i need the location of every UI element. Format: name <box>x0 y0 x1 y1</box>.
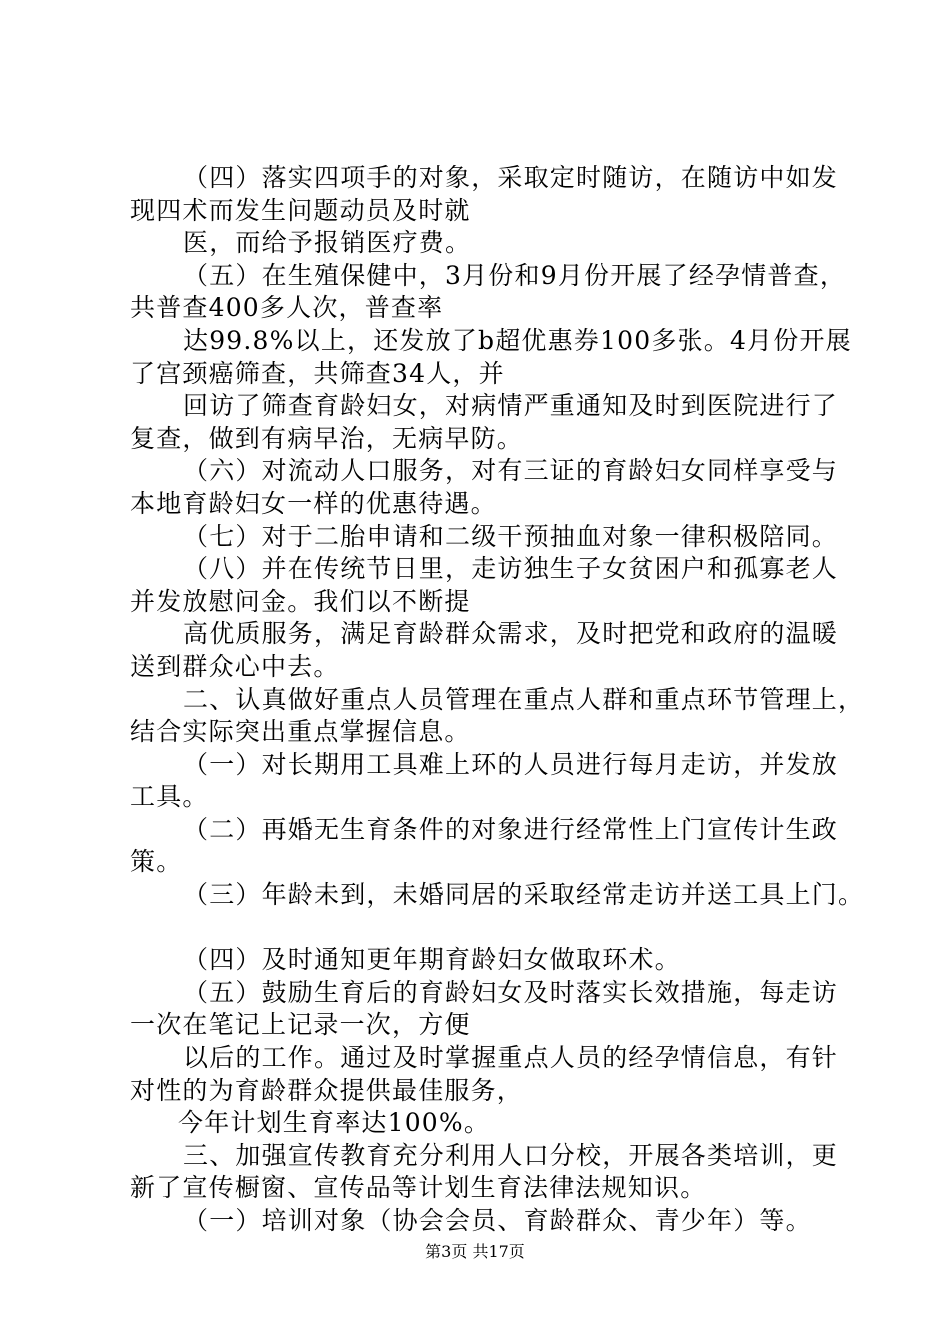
text-line: 本地育龄妇女一样的优惠待遇。 <box>130 489 497 518</box>
page-number-footer: 第3页 共17页 <box>425 1242 525 1261</box>
text-line: （二）再婚无生育条件的对象进行经常性上门宣传计生政 <box>183 815 839 844</box>
text-line: 策。 <box>130 847 183 876</box>
text-line: 共普查400多人次，普查率 <box>130 293 444 322</box>
text-line: （三）年龄未到，未婚同居的采取经常走访并送工具上门。 <box>183 880 865 909</box>
text-line: 以后的工作。通过及时掌握重点人员的经孕情信息，有针 <box>183 1043 839 1072</box>
text-line: 复查，做到有病早治，无病早防。 <box>130 424 524 453</box>
text-line: 了宫颈癌筛查，共筛查34人，并 <box>130 359 505 388</box>
text-line: （六）对流动人口服务，对有三证的育龄妇女同样享受与 <box>183 456 839 485</box>
text-line: 一次在笔记上记录一次，方便 <box>130 1010 471 1039</box>
text-line: 今年计划生育率达100%。 <box>178 1108 491 1137</box>
text-line: （五）鼓励生育后的育龄妇女及时落实长效措施，每走访 <box>183 978 839 1007</box>
text-line: 三、加强宣传教育充分利用人口分校，开展各类培训，更 <box>183 1141 839 1170</box>
text-line: 并发放慰问金。我们以不断提 <box>130 587 471 616</box>
text-line: 医，而给予报销医疗费。 <box>183 228 472 257</box>
text-line: 二、认真做好重点人员管理在重点人群和重点环节管理上， <box>183 685 865 714</box>
text-line: （四）落实四项手的对象，采取定时随访，在随访中如发 <box>183 163 839 192</box>
text-line: 达99.8%以上，还发放了b超优惠券100多张。4月份开展 <box>183 326 852 355</box>
text-line: 结合实际突出重点掌握信息。 <box>130 717 471 746</box>
text-line: 工具。 <box>130 782 209 811</box>
text-line: （四）及时通知更年期育龄妇女做取环术。 <box>183 945 681 974</box>
text-line: 现四术而发生问题动员及时就 <box>130 196 471 225</box>
text-line: 高优质服务，满足育龄群众需求，及时把党和政府的温暖 <box>183 619 839 648</box>
text-line: 回访了筛查育龄妇女，对病情严重通知及时到医院进行了 <box>183 391 839 420</box>
text-line: （一）培训对象（协会会员、育龄群众、青少年）等。 <box>183 1206 812 1235</box>
text-line: （七）对于二胎申请和二级干预抽血对象一律积极陪同。 <box>183 522 839 551</box>
text-line: （五）在生殖保健中，3月份和9月份开展了经孕情普查， <box>183 261 847 290</box>
text-line: 送到群众心中去。 <box>130 652 340 681</box>
text-line: （一）对长期用工具难上环的人员进行每月走访，并发放 <box>183 750 839 779</box>
text-line: 对性的为育龄群众提供最佳服务， <box>130 1076 524 1105</box>
text-line: 新了宣传橱窗、宣传品等计划生育法律法规知识。 <box>130 1173 707 1202</box>
text-line: （八）并在传统节日里，走访独生子女贫困户和孤寡老人 <box>183 554 839 583</box>
